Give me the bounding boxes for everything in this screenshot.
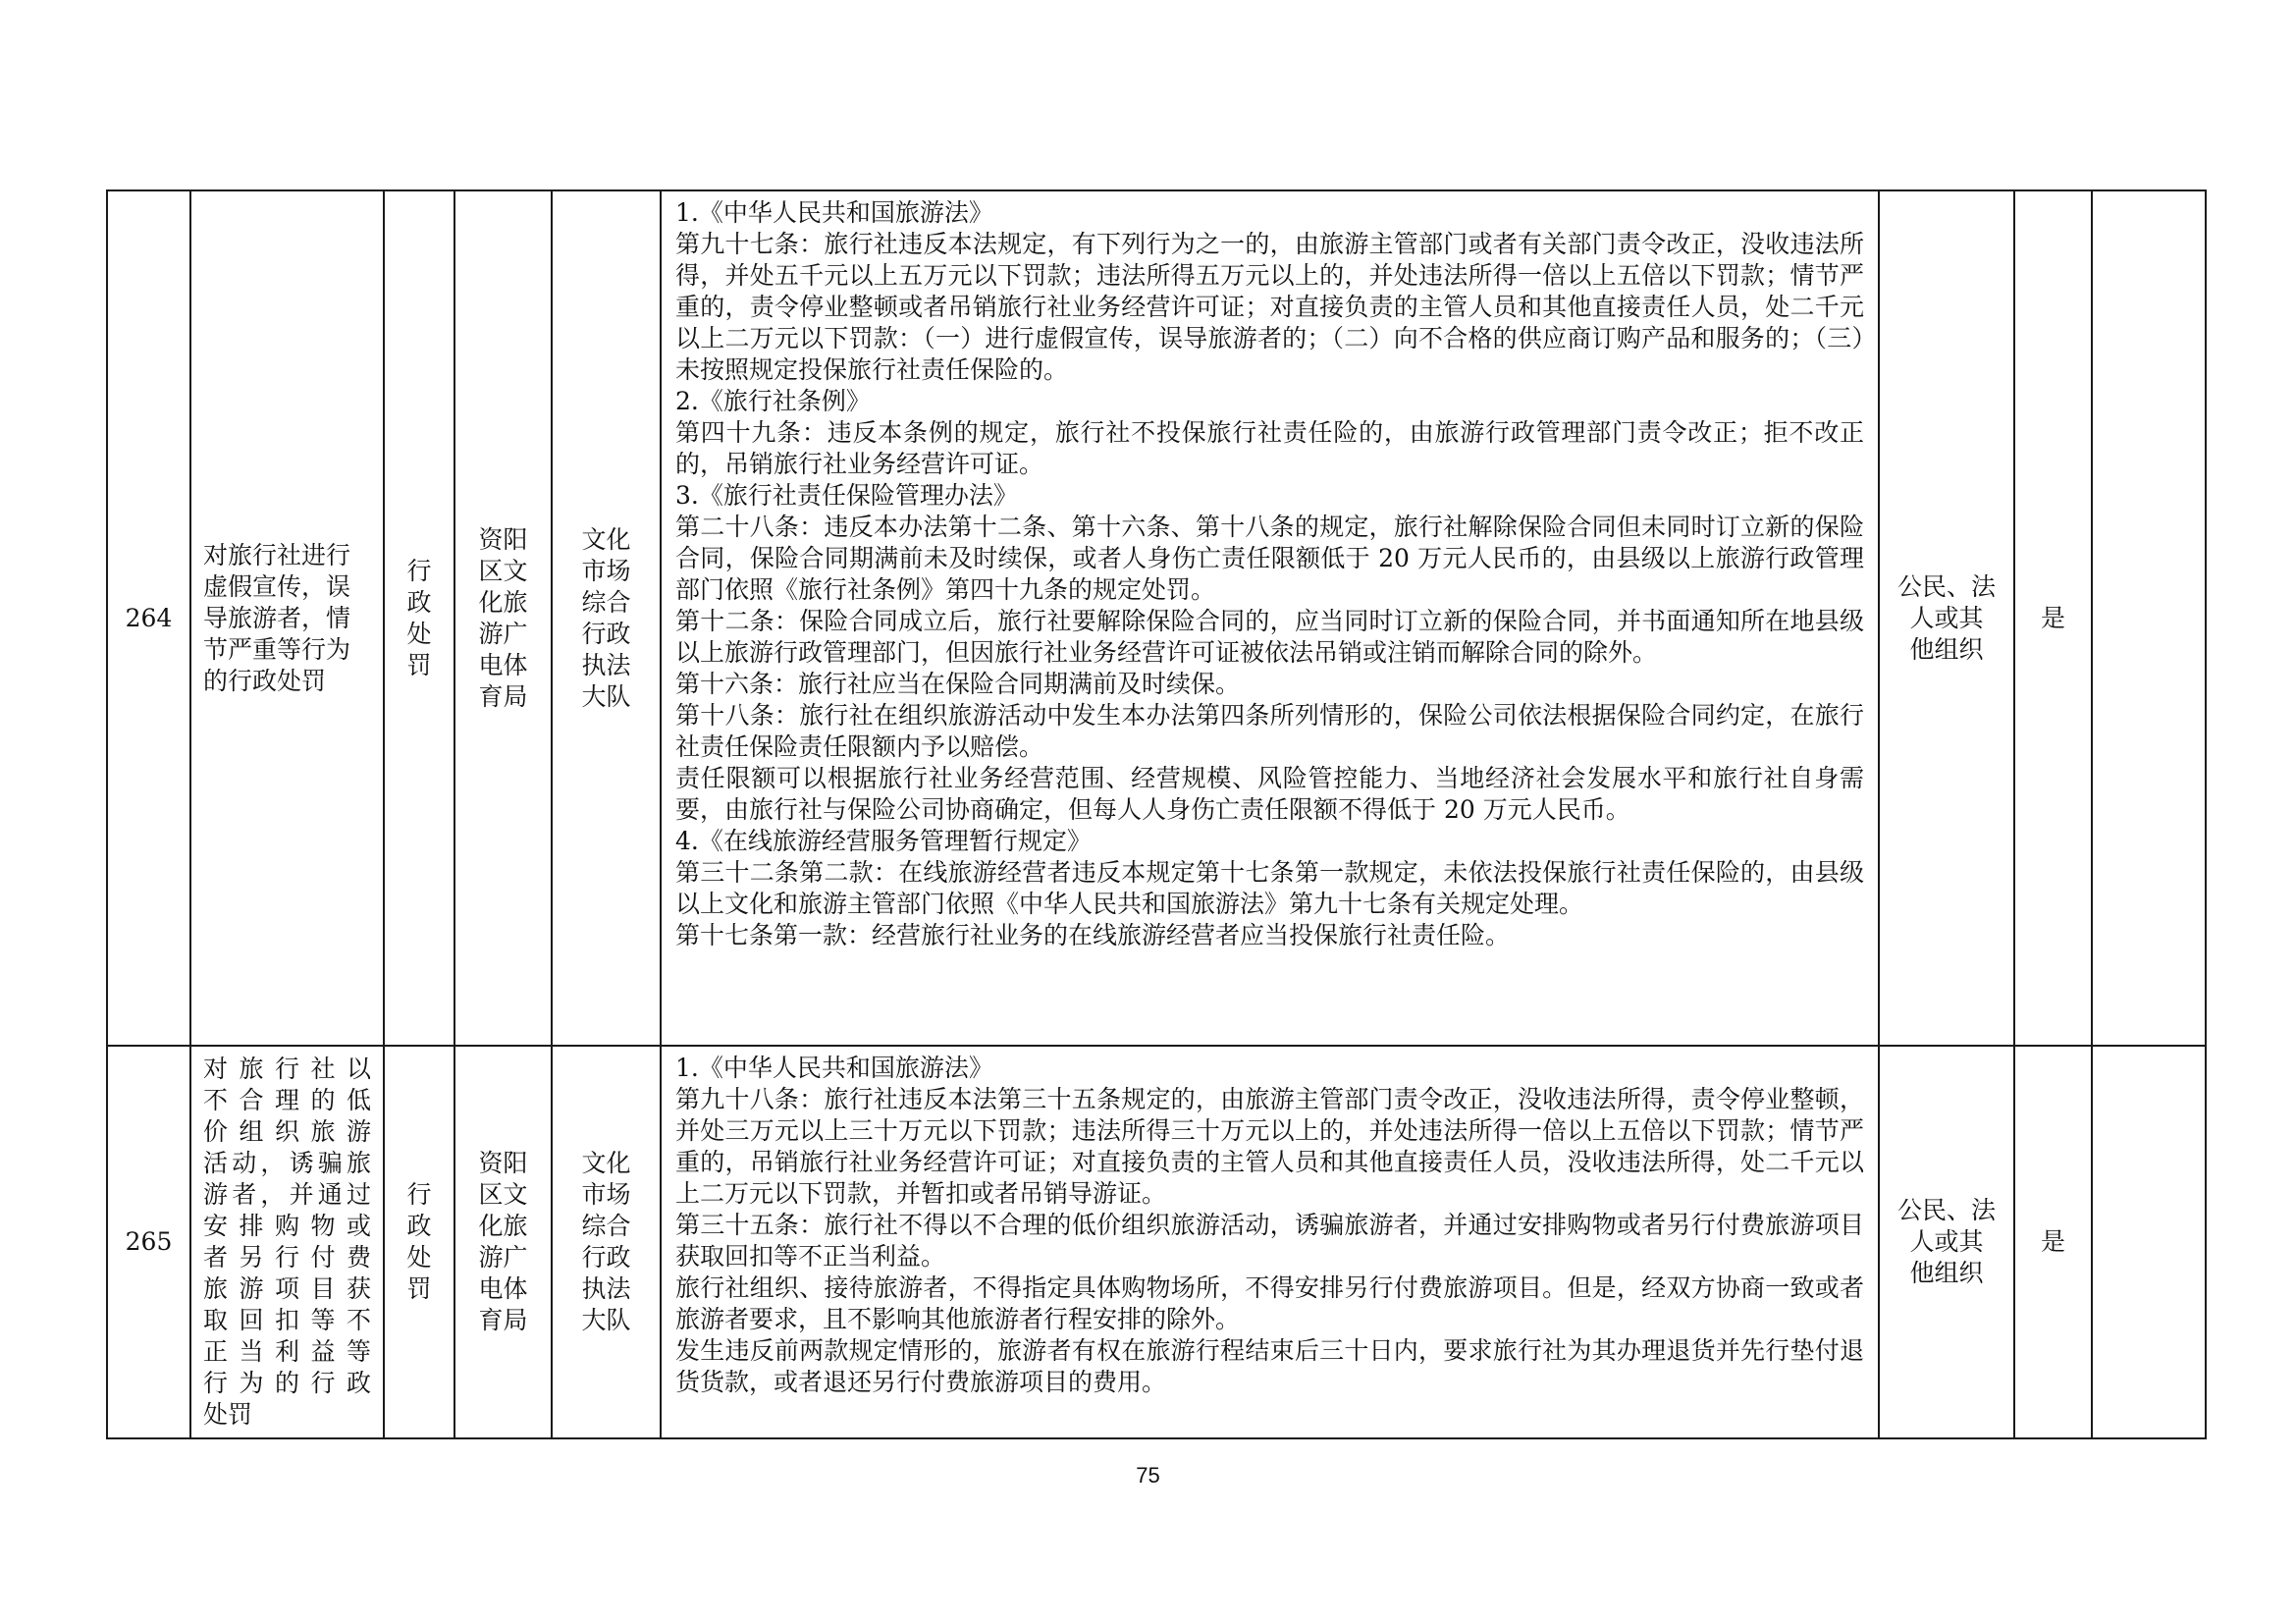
target-object (1879, 1046, 2014, 1438)
penalty-type (384, 1046, 454, 1438)
authority-line: 化旅 (478, 1212, 528, 1240)
name-line: 对旅行社以 (203, 1055, 371, 1083)
basis-paragraph: 3.《旅行社责任保险管理办法》 (675, 481, 1018, 510)
object-line: 人或其 (1909, 1227, 1984, 1256)
name-line: 安排购物或 (203, 1212, 371, 1240)
name-line: 不合理的低 (203, 1086, 371, 1114)
table-row (107, 190, 2206, 1046)
unit-line: 行政 (581, 619, 631, 648)
basis-paragraph: 第十八条：旅行社在组织旅游活动中发生本办法第四条所列情形的，保险公司依法根据保险合同约定，在旅行社责任保险责任限额内予以赔偿。 (675, 701, 1864, 761)
authority (454, 190, 552, 1046)
type-char: 处 (406, 1243, 432, 1272)
basis-paragraph: 第二十八条：违反本办法第十二条、第十六条、第十八条的规定，旅行社解除保险合同但未同时订立新的保险合同，保险合同期满前未及时续保，或者人身伤亡责任限额低于 20 万元人民币的，由县级以上旅游行政管理部门依照《旅行社条例》第四十九条的规定处罚。 (675, 513, 1864, 604)
name-line: 价组织旅游 (203, 1117, 371, 1146)
authority-line: 化旅 (478, 587, 528, 617)
authority-line: 资阳 (478, 524, 528, 554)
basis-paragraph: 旅行社组织、接待旅游者，不得指定具体购物场所，不得安排另行付费旅游项目。但是，经双方协商一致或者旅游者要求，且不影响其他旅游者行程安排的除外。 (675, 1273, 1864, 1333)
authority-line: 区文 (478, 556, 528, 585)
penalty-table (106, 189, 2207, 1439)
basis-paragraph: 第四十九条：违反本条例的规定，旅行社不投保旅行社责任险的，由旅游行政管理部门责令改正；拒不改正的，吊销旅行社业务经营许可证。 (675, 418, 1864, 478)
row-number: 265 (107, 1046, 190, 1438)
enforcement-unit (552, 1046, 661, 1438)
authority-line: 育局 (478, 1306, 528, 1334)
type-char: 政 (406, 1212, 432, 1240)
type-char: 行 (406, 1180, 432, 1209)
unit-line: 综合 (581, 587, 631, 617)
table-row (107, 1046, 2206, 1438)
authority-line: 育局 (478, 681, 528, 711)
basis-paragraph: 1.《中华人民共和国旅游法》 (675, 198, 993, 227)
authority-line: 电体 (478, 650, 528, 679)
basis-paragraph: 4.《在线旅游经营服务管理暂行规定》 (675, 827, 1092, 855)
item-name (190, 1046, 384, 1438)
legal-basis (661, 190, 1879, 1046)
type-char: 罚 (406, 650, 432, 679)
page-number: 75 (1136, 1463, 1160, 1488)
target-object (1879, 190, 2014, 1046)
unit-line: 执法 (581, 1274, 631, 1303)
name-line: 取回扣等不 (203, 1306, 371, 1334)
unit-line: 综合 (581, 1212, 631, 1240)
unit-line: 文化 (581, 1149, 631, 1177)
authority-line: 电体 (478, 1274, 528, 1303)
basis-paragraph: 1.《中华人民共和国旅游法》 (675, 1054, 993, 1082)
unit-line: 大队 (581, 681, 631, 711)
basis-paragraph: 第三十二条第二款：在线旅游经营者违反本规定第十七条第一款规定，未依法投保旅行社责任保险的，由县级以上文化和旅游主管部门依照《中华人民共和国旅游法》第九十七条有关规定处理。 (675, 858, 1864, 918)
type-char: 罚 (406, 1274, 432, 1303)
yes-flag: 是 (2014, 1046, 2092, 1438)
basis-paragraph: 第九十八条：旅行社违反本法第三十五条规定的，由旅游主管部门责令改正，没收违法所得，责令停业整顿，并处三万元以上三十万元以下罚款；违法所得三十万元以上的，并处违法所得一倍以上五倍以下罚款；情节严重的，吊销旅行社业务经营许可证；对直接负责的主管人员和其他直接责任人员，没收违法所得，处二千元以上二万元以下罚款，并暂扣或者吊销导游证。 (675, 1085, 1864, 1208)
object-line: 公民、法 (1896, 1196, 1996, 1224)
basis-paragraph: 第九十七条：旅行社违反本法规定，有下列行为之一的，由旅游主管部门或者有关部门责令改正，没收违法所得，并处五千元以上五万元以下罚款；违法所得五万元以上的，并处违法所得一倍以上五倍以下罚款；情节严重的，责令停业整顿或者吊销旅行社业务经营许可证；对直接负责的主管人员和其他直接责任人员，处二千元以上二万元以下罚款：（一）进行虚假宣传，误导旅游者的；（二）向不合格的供应商订购产品和服务的；（三）未按照规定投保旅行社责任保险的。 (675, 230, 1864, 384)
basis-paragraph: 责任限额可以根据旅行社业务经营范围、经营规模、风险管控能力、当地经济社会发展水平和旅行社自身需要，由旅行社与保险公司协商确定，但每人人身伤亡责任限额不得低于 20 万元人民币。 (675, 764, 1864, 824)
basis-paragraph: 第三十五条：旅行社不得以不合理的低价组织旅游活动，诱骗旅游者，并通过安排购物或者另行付费旅游项目获取回扣等不正当利益。 (675, 1211, 1864, 1271)
penalty-type (384, 190, 454, 1046)
unit-line: 文化 (581, 524, 631, 554)
row-number: 264 (107, 190, 190, 1046)
name-line: 正当利益等 (203, 1337, 371, 1366)
authority-line: 游广 (478, 619, 528, 648)
unit-line: 市场 (581, 1180, 631, 1209)
name-line: 旅游项目获 (203, 1274, 371, 1303)
name-line: 游者，并通过 (203, 1180, 371, 1209)
basis-paragraph: 2.《旅行社条例》 (675, 387, 871, 415)
remark-cell (2092, 190, 2206, 1046)
authority-line: 游广 (478, 1243, 528, 1272)
unit-line: 行政 (581, 1243, 631, 1272)
yes-flag: 是 (2014, 190, 2092, 1046)
authority (454, 1046, 552, 1438)
unit-line: 执法 (581, 650, 631, 679)
basis-paragraph: 第十六条：旅行社应当在保险合同期满前及时续保。 (675, 670, 1241, 698)
name-line: 活动，诱骗旅 (203, 1149, 371, 1177)
name-line: 者另行付费 (203, 1243, 371, 1272)
object-line: 他组织 (1909, 1259, 1984, 1287)
name-line: 行为的行政 (203, 1369, 371, 1397)
authority-line: 区文 (478, 1180, 528, 1209)
type-char: 处 (406, 619, 432, 648)
object-line: 他组织 (1909, 634, 1984, 664)
basis-paragraph: 第十七条第一款：经营旅行社业务的在线旅游经营者应当投保旅行社责任险。 (675, 921, 1511, 949)
unit-line: 大队 (581, 1306, 631, 1334)
legal-basis (661, 1046, 1879, 1438)
basis-paragraph: 第十二条：保险合同成立后，旅行社要解除保险合同的，应当同时订立新的保险合同，并书面通知所在地县级以上旅游行政管理部门，但因旅行社业务经营许可证被依法吊销或注销而解除合同的除外。 (675, 607, 1864, 667)
object-line: 公民、法 (1896, 571, 1996, 601)
remark-cell (2092, 1046, 2206, 1438)
enforcement-unit (552, 190, 661, 1046)
unit-line: 市场 (581, 556, 631, 585)
type-char: 政 (406, 587, 432, 617)
item-name: 对旅行社进行虚假宣传，误导旅游者，情节严重等行为的行政处罚 (190, 190, 384, 1046)
type-char: 行 (406, 556, 432, 585)
name-line: 处罚 (203, 1400, 253, 1429)
authority-line: 资阳 (478, 1149, 528, 1177)
basis-paragraph: 发生违反前两款规定情形的，旅游者有权在旅游行程结束后三十日内，要求旅行社为其办理退货并先行垫付退货货款，或者退还另行付费旅游项目的费用。 (675, 1336, 1864, 1396)
object-line: 人或其 (1909, 603, 1984, 632)
